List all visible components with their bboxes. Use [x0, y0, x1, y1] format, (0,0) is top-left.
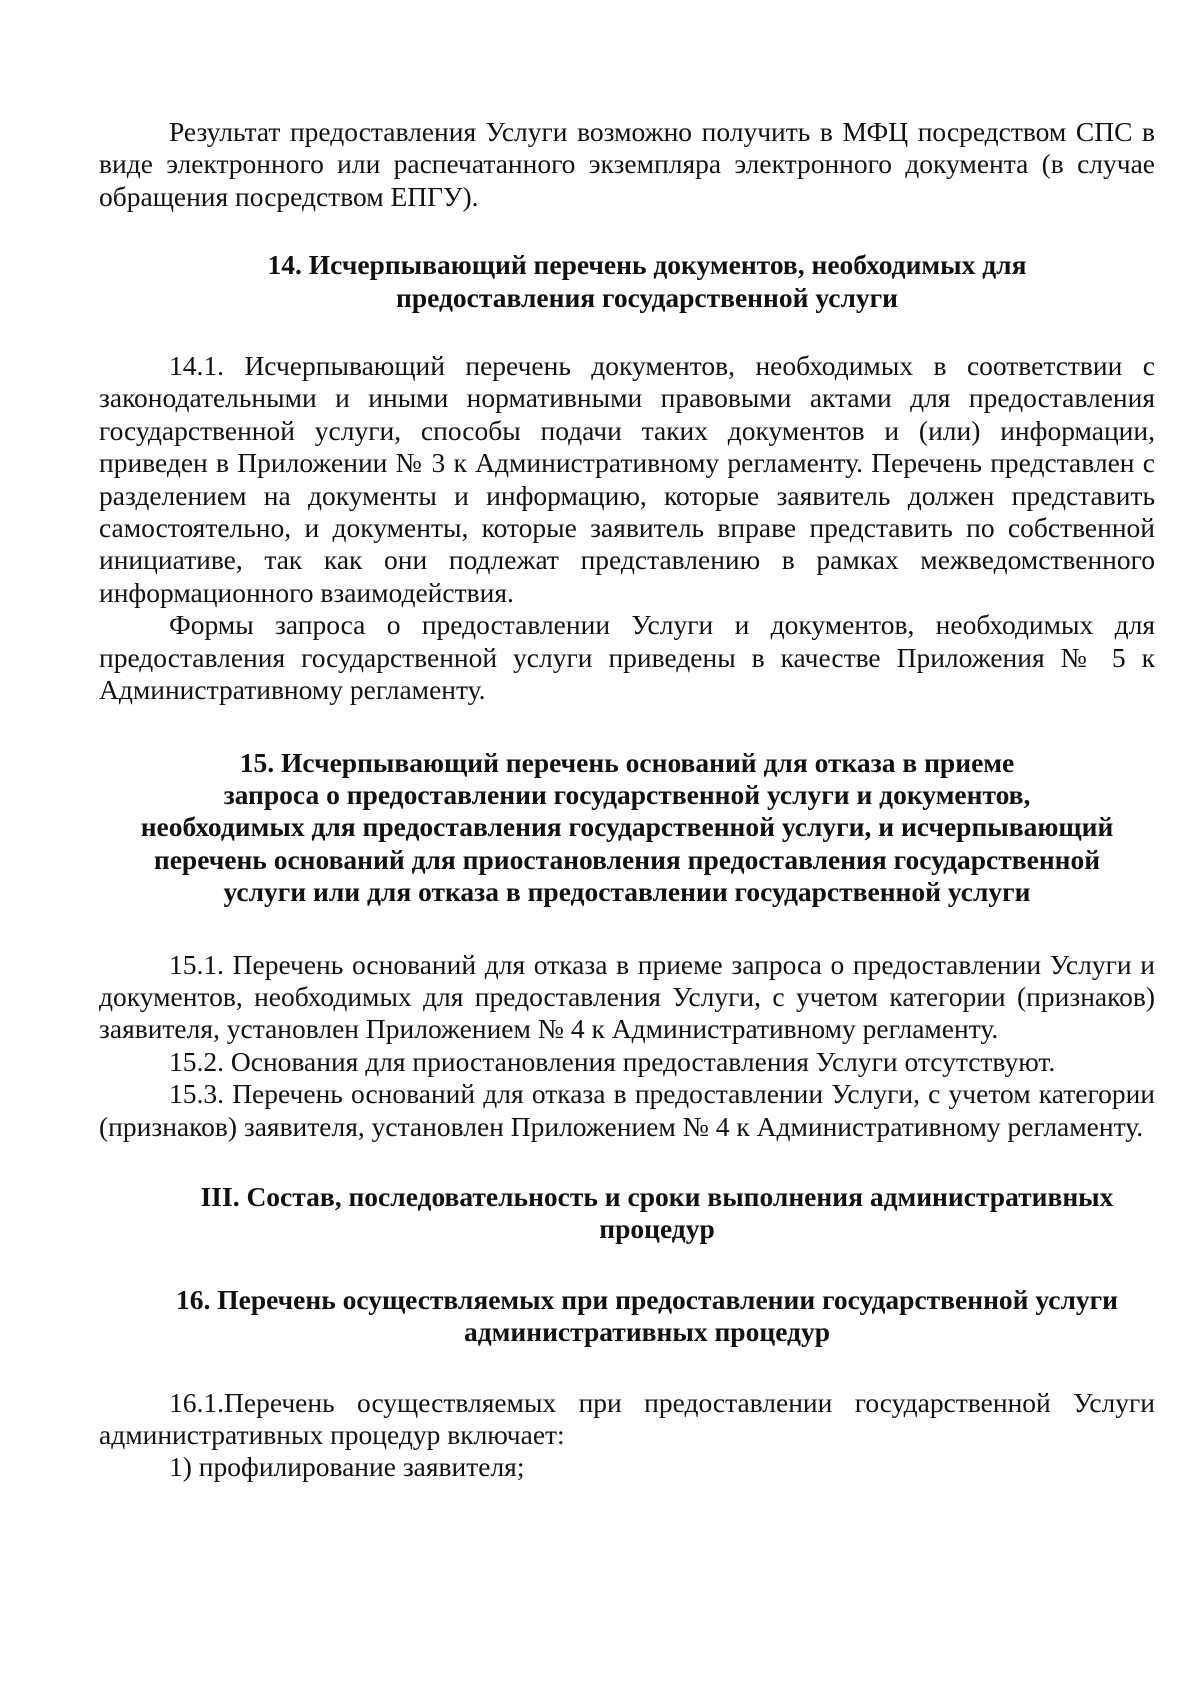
section-14-forms-paragraph: Формы запроса о предоставлении Услуги и документов, необходимых для предоставления государственной услуги приведены в качестве Приложения № 5 к Административному регламенту. — [99, 609, 1155, 706]
section-15-heading-line: запроса о предоставлении государственной услуги и документов, — [223, 778, 1031, 810]
document-body — [99, 116, 1155, 1484]
section-16-heading-line: 16. Перечень осуществляемых при предоставлении государственной услуги — [175, 1283, 1119, 1315]
part-3-heading — [99, 1181, 1155, 1246]
section-14-heading-line: 14. Исчерпывающий перечень документов, необходимых для — [267, 249, 1027, 281]
intro-paragraph: Результат предоставления Услуги возможно получить в МФЦ посредством СПС в виде электронного или распечатанного экземпляра электронного документа (в случае обращения посредством ЕПГУ). — [99, 116, 1155, 212]
section-14-1-paragraph: 14.1. Исчерпывающий перечень документов, необходимых в соответствии с законодательными и иными нормативными правовыми актами для предоставления государственной услуги, способы подачи таких документов и (или) информации, приведен в Приложении № 3 к Административному регламенту. Перечень представлен с разделением на документы и информацию, которые заявитель должен представить самостоятельно, и документы, которые заявитель вправе представить по собственной инициативе, так как они подлежат представлению в рамках межведомственного информационного взаимодействия. — [99, 350, 1155, 608]
part-3-heading-line: процедур — [599, 1213, 715, 1245]
section-15-1-paragraph: 15.1. Перечень оснований для отказа в приеме запроса о предоставлении Услуги и документов, необходимых для предоставления Услуги, с учетом категории (признаков) заявителя, установлен Приложением № 4 к Административному регламенту. — [99, 948, 1155, 1045]
section-15-heading-line: 15. Исчерпывающий перечень оснований для отказа в приеме — [239, 746, 1015, 778]
section-15-heading-line: необходимых для предоставления государственной услуги, и исчерпывающий — [140, 811, 1114, 843]
section-14-heading-line: предоставления государственной услуги — [396, 281, 898, 313]
section-15-3-paragraph: 15.3. Перечень оснований для отказа в предоставлении Услуги, с учетом категории (признаков) заявителя, установлен Приложением № 4 к Административному регламенту. — [99, 1078, 1155, 1142]
section-14-heading — [99, 249, 1155, 314]
section-16-1-paragraph: 16.1.Перечень осуществляемых при предоставлении государственной Услуги административных процедур включает: — [99, 1386, 1155, 1450]
section-16-list-item: 1) профилирование заявителя; — [169, 1451, 525, 1483]
section-15-heading-line: услуги или для отказа в предоставлении государственной услуги — [223, 876, 1031, 908]
section-15-heading — [99, 747, 1155, 909]
section-16-heading — [99, 1284, 1155, 1349]
section-15-2-paragraph: 15.2. Основания для приостановления предоставления Услуги отсутствуют. — [169, 1045, 1056, 1077]
part-3-heading-line: III. Состав, последовательность и сроки выполнения административных — [200, 1180, 1114, 1212]
section-16-heading-line: административных процедур — [464, 1316, 830, 1348]
section-15-heading-line: перечень оснований для приостановления предоставления государственной — [153, 843, 1101, 875]
